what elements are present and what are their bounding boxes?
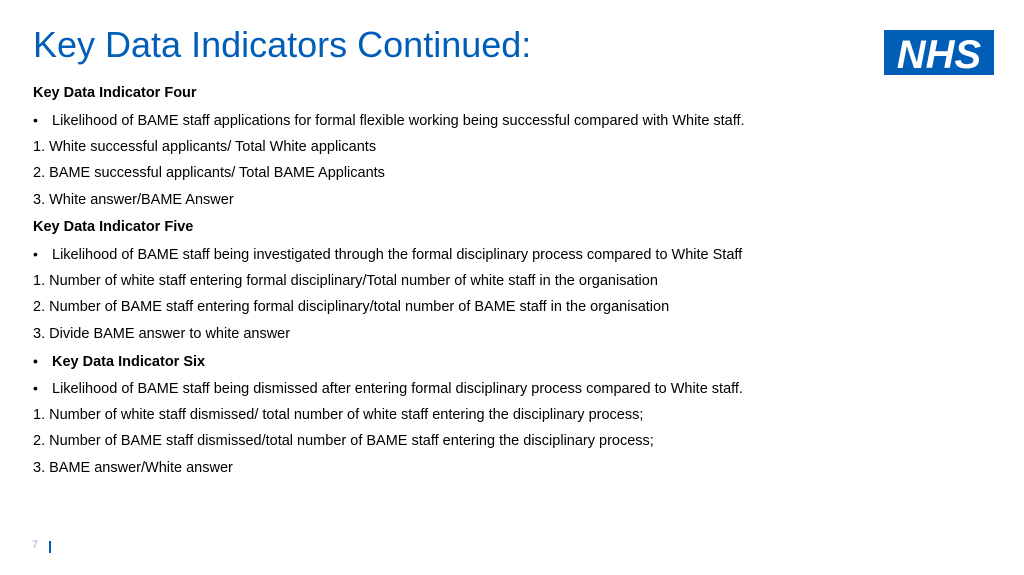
list-item	[33, 163, 993, 190]
line-text: 2. BAME successful applicants/ Total BAME Applicants	[33, 165, 385, 182]
list-item	[33, 324, 993, 351]
bullet-icon: •	[33, 111, 38, 128]
indicator-heading	[33, 217, 993, 244]
list-item	[33, 271, 993, 298]
slide-body	[33, 83, 993, 485]
indicator-heading	[33, 351, 993, 378]
list-item	[33, 458, 993, 485]
list-item	[33, 431, 993, 458]
line-text: 3. Divide BAME answer to white answer	[33, 326, 291, 343]
line-text: 2. Number of BAME staff entering formal disciplinary/total number of BAME staff in the organisation	[33, 299, 670, 316]
bullet-icon: •	[33, 379, 38, 396]
line-text: Likelihood of BAME staff applications for formal flexible working being successful compared with White staff.	[52, 112, 745, 129]
nhs-logo-text: NHS	[896, 33, 982, 75]
line-text: 3. BAME answer/White answer	[33, 460, 233, 477]
bullet-item	[33, 110, 993, 137]
line-text: Likelihood of BAME staff being investigated through the formal disciplinary process compared to White Staff	[52, 246, 743, 263]
line-text: 1. White successful applicants/ Total White applicants	[33, 138, 377, 155]
line-text: Key Data Indicator Five	[33, 218, 194, 235]
footer-divider	[49, 541, 51, 553]
list-item	[33, 190, 993, 217]
line-text: Key Data Indicator Six	[52, 353, 206, 370]
line-text: 2. Number of BAME staff dismissed/total number of BAME staff entering the disciplinary process;	[33, 433, 654, 450]
line-text: Likelihood of BAME staff being dismissed after entering formal disciplinary process compared to White staff.	[52, 380, 743, 397]
line-text: 1. Number of white staff dismissed/ total number of white staff entering the disciplinary process;	[33, 406, 644, 423]
bullet-icon: •	[33, 352, 38, 369]
list-item	[33, 405, 993, 432]
line-text: Key Data Indicator Four	[33, 85, 197, 101]
list-item	[33, 137, 993, 164]
nhs-logo	[884, 30, 994, 75]
list-item	[33, 297, 993, 324]
line-text: 1. Number of white staff entering formal disciplinary/Total number of white staff in the organisation	[33, 272, 658, 289]
line-text: 3. White answer/BAME Answer	[33, 192, 234, 209]
slide-title: Key Data Indicators Continued:	[33, 24, 532, 65]
indicator-heading	[33, 83, 993, 110]
page-number: 7	[32, 539, 39, 551]
bullet-item	[33, 378, 993, 405]
bullet-item	[33, 244, 993, 271]
bullet-icon: •	[33, 245, 38, 262]
